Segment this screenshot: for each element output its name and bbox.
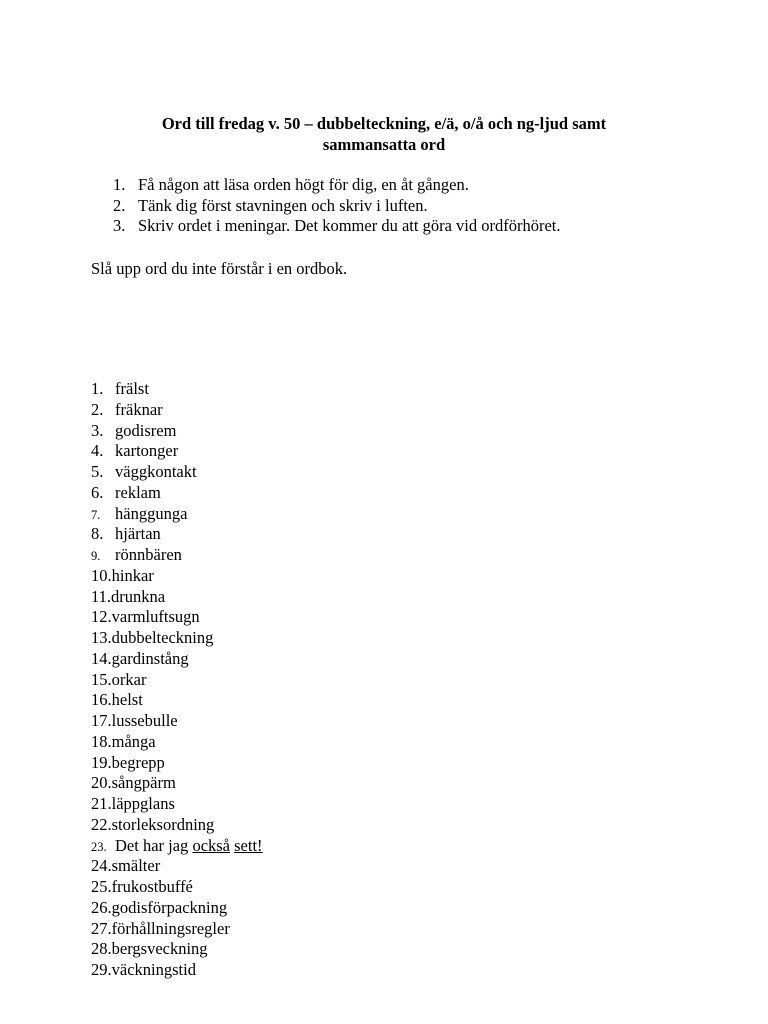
word-number: 1. — [91, 379, 104, 398]
word-item — [91, 421, 263, 442]
instruction-item — [113, 175, 560, 196]
word-text — [115, 836, 263, 855]
word-text: hinkar — [111, 565, 154, 585]
word-text: godisförpackning — [111, 897, 228, 917]
word-number: 14. — [91, 648, 112, 668]
word-number: 7. — [91, 507, 101, 522]
instruction-text: Skriv ordet i meningar. Det kommer du att göra vid ordförhöret. — [138, 216, 561, 236]
word-text: lussebulle — [111, 711, 178, 730]
word-number: 18. — [91, 731, 112, 751]
word-number: 9. — [91, 549, 101, 563]
word-number: 3. — [91, 420, 104, 440]
instruction-item — [113, 216, 560, 237]
word-item — [91, 545, 263, 566]
word-item — [91, 773, 263, 794]
word-item — [91, 794, 263, 815]
word-text: kartonger — [115, 441, 179, 461]
instruction-number: 1. — [113, 175, 126, 194]
word-item — [91, 711, 263, 732]
word-text: begrepp — [111, 752, 165, 772]
word-number: 29. — [91, 960, 112, 979]
instruction-number: 3. — [113, 216, 126, 236]
word-text: frälst — [115, 379, 149, 398]
instruction-list — [113, 175, 560, 237]
title-line-2: sammansatta ord — [322, 135, 446, 154]
instruction-number: 2. — [113, 195, 126, 215]
word-number: 23. — [91, 839, 107, 854]
word-item — [91, 670, 263, 691]
word-number: 2. — [91, 399, 104, 419]
instruction-text: Tänk dig först stavningen och skriv i luften. — [138, 195, 428, 215]
word-text: hänggunga — [115, 503, 188, 523]
word-item — [91, 441, 263, 462]
word-item — [91, 732, 263, 753]
word-text: gardinstång — [111, 648, 189, 668]
word-item — [91, 939, 263, 960]
word-text: läppglans — [111, 794, 175, 813]
word-number: 8. — [91, 524, 104, 544]
instruction-text: Få någon att läsa orden högt för dig, en åt gången. — [138, 175, 469, 194]
word-number: 20. — [91, 773, 112, 793]
word-text: rönnbären — [115, 545, 182, 564]
word-item — [91, 566, 263, 587]
word-number: 26. — [91, 897, 112, 917]
word-text: godisrem — [115, 420, 177, 440]
word-item — [91, 836, 263, 857]
word-text: drunkna — [111, 586, 166, 606]
word-text: väckningstid — [111, 960, 196, 979]
word-text: varmluftsugn — [111, 607, 200, 627]
word-item — [91, 649, 263, 670]
word-text: smälter — [111, 856, 161, 876]
word-number: 5. — [91, 462, 104, 481]
word-item — [91, 628, 263, 649]
word-item — [91, 815, 263, 836]
word-text: reklam — [115, 482, 161, 502]
word-text: helst — [111, 690, 143, 710]
word-item — [91, 587, 263, 608]
word-item — [91, 504, 263, 525]
word-number: 27. — [91, 918, 112, 938]
word-number: 15. — [91, 669, 112, 689]
word-item — [91, 877, 263, 898]
word-text: fräknar — [115, 399, 163, 419]
word-number: 12. — [91, 607, 112, 627]
word-item — [91, 753, 263, 774]
underlined-word: sett! — [234, 835, 263, 855]
word-number: 16. — [91, 690, 112, 710]
word-text: väggkontakt — [115, 462, 197, 481]
word-item — [91, 856, 263, 877]
word-item — [91, 462, 263, 483]
word-item — [91, 483, 263, 504]
word-item — [91, 690, 263, 711]
word-number: 25. — [91, 877, 112, 896]
word-text: många — [111, 731, 156, 751]
word-item — [91, 524, 263, 545]
instruction-item — [113, 196, 560, 217]
word-text-part: Det har jag — [115, 835, 193, 855]
word-text: frukostbuffé — [111, 877, 193, 896]
title-line-1: Ord till fredag v. 50 – dubbelteckning, e/ä, o/å och ng-ljud samt — [161, 114, 607, 133]
word-number: 21. — [91, 794, 112, 813]
word-number: 10. — [91, 565, 112, 585]
dictionary-note: Slå upp ord du inte förstår i en ordbok. — [91, 259, 348, 278]
word-text: dubbelteckning — [111, 628, 214, 647]
word-number: 13. — [91, 628, 112, 647]
word-text: hjärtan — [115, 524, 161, 544]
word-number: 28. — [91, 939, 112, 959]
word-item — [91, 607, 263, 628]
word-number: 24. — [91, 856, 112, 876]
word-item — [91, 379, 263, 400]
word-number: 22. — [91, 814, 112, 834]
underlined-word: också — [192, 835, 231, 855]
word-item — [91, 400, 263, 421]
word-number: 6. — [91, 482, 104, 502]
word-item — [91, 960, 263, 981]
word-item — [91, 919, 263, 940]
word-text: bergsveckning — [111, 939, 208, 959]
word-number: 11. — [91, 586, 112, 606]
word-number: 19. — [91, 752, 112, 772]
word-number: 4. — [91, 441, 104, 461]
word-list — [91, 379, 263, 981]
word-text: förhållningsregler — [111, 918, 230, 938]
word-text: orkar — [111, 669, 147, 689]
word-number: 17. — [91, 711, 112, 730]
word-item — [91, 898, 263, 919]
page-title — [100, 113, 668, 155]
word-text: sångpärm — [111, 773, 176, 793]
word-text: storleksordning — [111, 814, 215, 834]
